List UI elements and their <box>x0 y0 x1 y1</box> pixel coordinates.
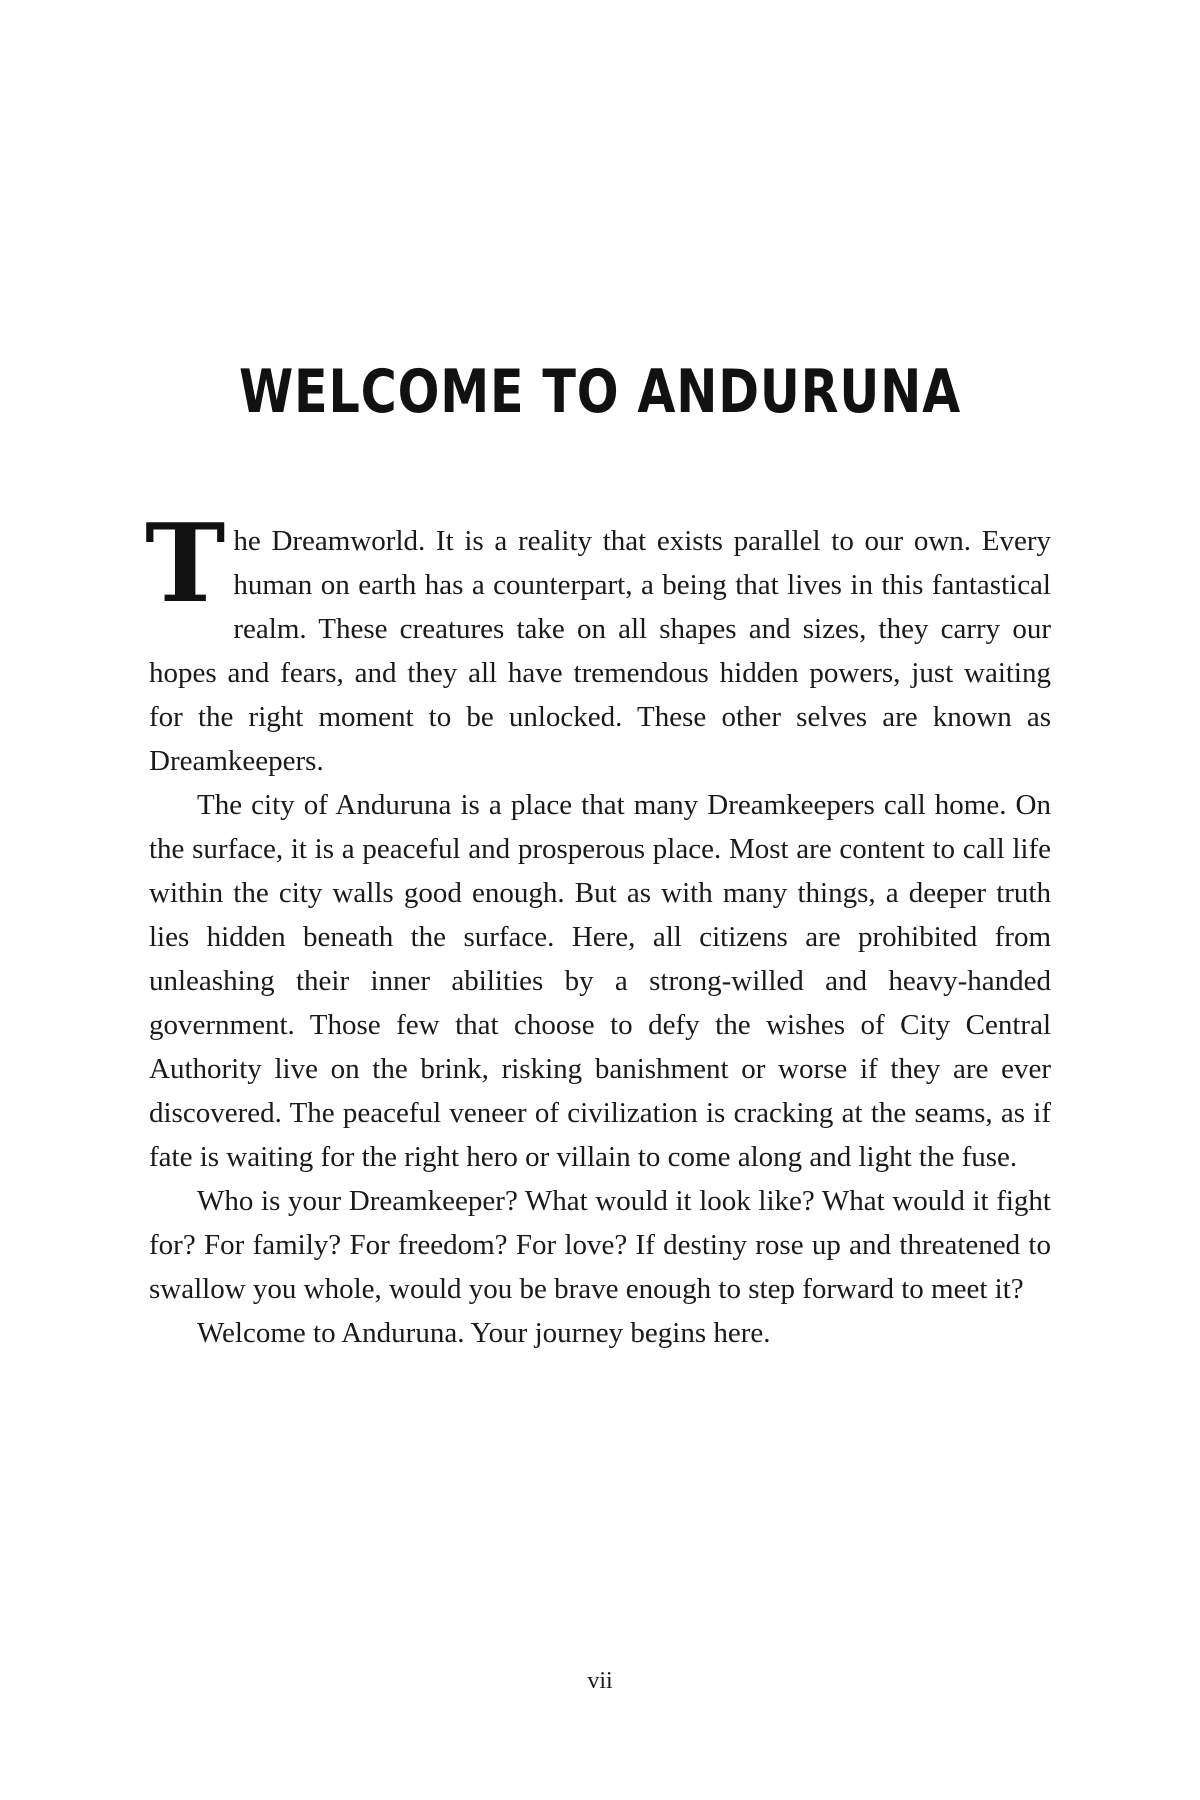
paragraph-1-text: he Dreamworld. It is a reality that exists parallel to our own. Every human on earth has a counterpart, a being that lives in this fantastical realm. These creatures take on all shapes and sizes, they carry our hopes and fears, and they all have tremendous hidden powers, just waiting for the right moment to be unlocked. These other selves are known as Dreamkeepers. <box>149 525 1051 777</box>
paragraph-4: Welcome to Anduruna. Your journey begins here. <box>197 1317 771 1349</box>
chapter-body <box>145 501 1051 1355</box>
drop-cap: T <box>145 501 226 627</box>
paragraph-1 <box>145 501 1051 783</box>
paragraph-2: The city of Anduruna is a place that many Dreamkeepers call home. On the surface, it is a peaceful and prosperous place. Most are content to call life within the city walls good enough. But as with many things, a deeper truth lies hidden beneath the surface. Here, all citizens are prohibited from unleashing their inner abilities by a strong-willed and heavy-handed government. Those few that choose to defy the wishes of City Central Authority live on the brink, risking banishment or worse if they are ever discovered. The peaceful veneer of civilization is cracking at the seams, as if fate is waiting for the right hero or villain to come along and light the fuse. <box>149 789 1051 1173</box>
page-number: vii <box>587 1668 613 1694</box>
paragraph-3: Who is your Dreamkeeper? What would it look like? What would it fight for? For family? For freedom? For love? If destiny rose up and threatened to swallow you whole, would you be brave enough to step forward to meet it? <box>149 1185 1051 1305</box>
chapter-title: WELCOME TO ANDURUNA <box>238 357 962 427</box>
